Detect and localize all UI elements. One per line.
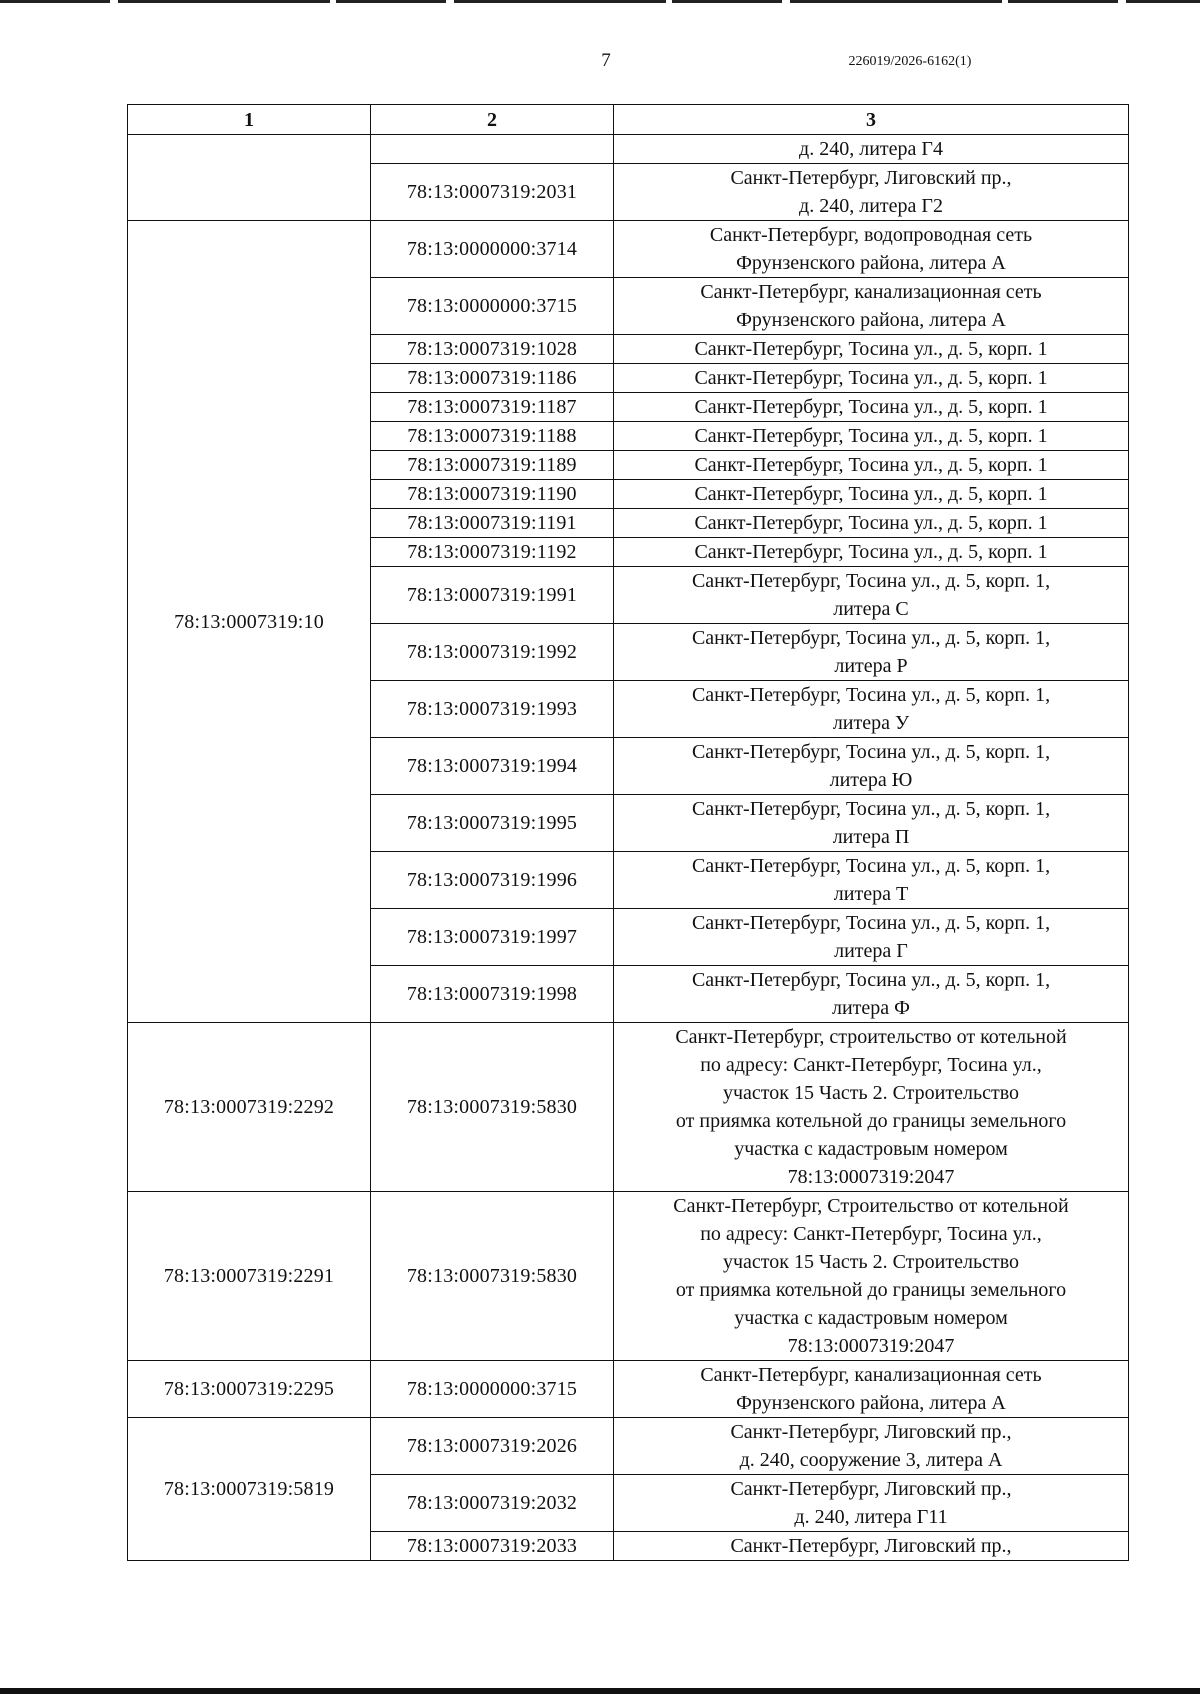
parcel-number-cell: 78:13:0007319:10 xyxy=(128,221,371,1023)
cadastral-table xyxy=(127,104,1129,1561)
table-row xyxy=(128,135,1129,164)
address-cell: Санкт-Петербург, Тосина ул., д. 5, корп. 1, литера Г xyxy=(614,909,1129,966)
address-cell: Санкт-Петербург, Тосина ул., д. 5, корп. 1 xyxy=(614,422,1129,451)
address-cell: Санкт-Петербург, Тосина ул., д. 5, корп. 1 xyxy=(614,538,1129,567)
table-row xyxy=(128,1418,1129,1475)
address-cell: Санкт-Петербург, Тосина ул., д. 5, корп. 1 xyxy=(614,364,1129,393)
address-cell: Санкт-Петербург, Лиговский пр., xyxy=(614,1532,1129,1561)
object-number-cell: 78:13:0007319:1189 xyxy=(371,451,614,480)
address-cell: Санкт-Петербург, строительство от котельной по адресу: Санкт-Петербург, Тосина ул., участок 15 Часть 2. Строительство от приямка котельной до границы земельного участка с кадастровым номером 78:13:0007319:2047 xyxy=(614,1023,1129,1192)
column-header: 1 xyxy=(128,105,371,135)
object-number-cell: 78:13:0007319:1994 xyxy=(371,738,614,795)
object-number-cell: 78:13:0007319:2031 xyxy=(371,164,614,221)
address-cell: Санкт-Петербург, Тосина ул., д. 5, корп. 1, литера С xyxy=(614,567,1129,624)
object-number-cell xyxy=(371,135,614,164)
object-number-cell: 78:13:0007319:1991 xyxy=(371,567,614,624)
address-cell: Санкт-Петербург, Строительство от котельной по адресу: Санкт-Петербург, Тосина ул., участок 15 Часть 2. Строительство от приямка котельной до границы земельного участка с кадастровым номером 78:13:0007319:2047 xyxy=(614,1192,1129,1361)
address-cell: Санкт-Петербург, Тосина ул., д. 5, корп. 1 xyxy=(614,509,1129,538)
address-cell: Санкт-Петербург, канализационная сеть Фрунзенского района, литера А xyxy=(614,278,1129,335)
object-number-cell: 78:13:0007319:1998 xyxy=(371,966,614,1023)
address-cell: Санкт-Петербург, Тосина ул., д. 5, корп. 1, литера Ю xyxy=(614,738,1129,795)
address-cell: Санкт-Петербург, Тосина ул., д. 5, корп. 1 xyxy=(614,480,1129,509)
document-reference: 226019/2026-6162(1) xyxy=(848,54,972,69)
address-cell: Санкт-Петербург, Лиговский пр., д. 240, литера Г2 xyxy=(614,164,1129,221)
header-row xyxy=(128,105,1129,135)
address-cell: Санкт-Петербург, Лиговский пр., д. 240, сооружение 3, литера А xyxy=(614,1418,1129,1475)
scan-edge-bottom xyxy=(0,1688,1200,1694)
object-number-cell: 78:13:0007319:2033 xyxy=(371,1532,614,1561)
page-number: 7 xyxy=(601,50,611,71)
address-cell: Санкт-Петербург, Тосина ул., д. 5, корп. 1, литера Ф xyxy=(614,966,1129,1023)
object-number-cell: 78:13:0007319:1187 xyxy=(371,393,614,422)
object-number-cell: 78:13:0007319:1993 xyxy=(371,681,614,738)
table-row xyxy=(128,1023,1129,1192)
parcel-number-cell: 78:13:0007319:2292 xyxy=(128,1023,371,1192)
object-number-cell: 78:13:0007319:1191 xyxy=(371,509,614,538)
object-number-cell: 78:13:0007319:2026 xyxy=(371,1418,614,1475)
table-header xyxy=(128,105,1129,135)
object-number-cell: 78:13:0000000:3714 xyxy=(371,221,614,278)
address-cell: Санкт-Петербург, Тосина ул., д. 5, корп. 1, литера Р xyxy=(614,624,1129,681)
table-row xyxy=(128,1192,1129,1361)
object-number-cell: 78:13:0007319:5830 xyxy=(371,1192,614,1361)
address-cell: Санкт-Петербург, водопроводная сеть Фрунзенского района, литера А xyxy=(614,221,1129,278)
object-number-cell: 78:13:0007319:5830 xyxy=(371,1023,614,1192)
object-number-cell: 78:13:0007319:1188 xyxy=(371,422,614,451)
scan-edge-top xyxy=(0,0,1200,3)
object-number-cell: 78:13:0007319:1028 xyxy=(371,335,614,364)
column-header: 3 xyxy=(614,105,1129,135)
address-cell: Санкт-Петербург, Тосина ул., д. 5, корп. 1, литера Т xyxy=(614,852,1129,909)
object-number-cell: 78:13:0000000:3715 xyxy=(371,278,614,335)
parcel-number-cell: 78:13:0007319:5819 xyxy=(128,1418,371,1561)
address-cell: Санкт-Петербург, Лиговский пр., д. 240, литера Г11 xyxy=(614,1475,1129,1532)
parcel-number-cell: 78:13:0007319:2295 xyxy=(128,1361,371,1418)
object-number-cell: 78:13:0000000:3715 xyxy=(371,1361,614,1418)
object-number-cell: 78:13:0007319:1186 xyxy=(371,364,614,393)
parcel-number-cell xyxy=(128,135,371,221)
column-header: 2 xyxy=(371,105,614,135)
object-number-cell: 78:13:0007319:1192 xyxy=(371,538,614,567)
table-row xyxy=(128,221,1129,278)
object-number-cell: 78:13:0007319:1997 xyxy=(371,909,614,966)
address-cell: Санкт-Петербург, Тосина ул., д. 5, корп. 1 xyxy=(614,451,1129,480)
address-cell: Санкт-Петербург, канализационная сеть Фрунзенского района, литера А xyxy=(614,1361,1129,1418)
address-cell: Санкт-Петербург, Тосина ул., д. 5, корп. 1 xyxy=(614,393,1129,422)
address-cell: д. 240, литера Г4 xyxy=(614,135,1129,164)
address-cell: Санкт-Петербург, Тосина ул., д. 5, корп. 1 xyxy=(614,335,1129,364)
object-number-cell: 78:13:0007319:2032 xyxy=(371,1475,614,1532)
table-body xyxy=(128,135,1129,1561)
parcel-number-cell: 78:13:0007319:2291 xyxy=(128,1192,371,1361)
object-number-cell: 78:13:0007319:1995 xyxy=(371,795,614,852)
address-cell: Санкт-Петербург, Тосина ул., д. 5, корп. 1, литера П xyxy=(614,795,1129,852)
address-cell: Санкт-Петербург, Тосина ул., д. 5, корп. 1, литера У xyxy=(614,681,1129,738)
object-number-cell: 78:13:0007319:1992 xyxy=(371,624,614,681)
object-number-cell: 78:13:0007319:1190 xyxy=(371,480,614,509)
object-number-cell: 78:13:0007319:1996 xyxy=(371,852,614,909)
table-row xyxy=(128,1361,1129,1418)
